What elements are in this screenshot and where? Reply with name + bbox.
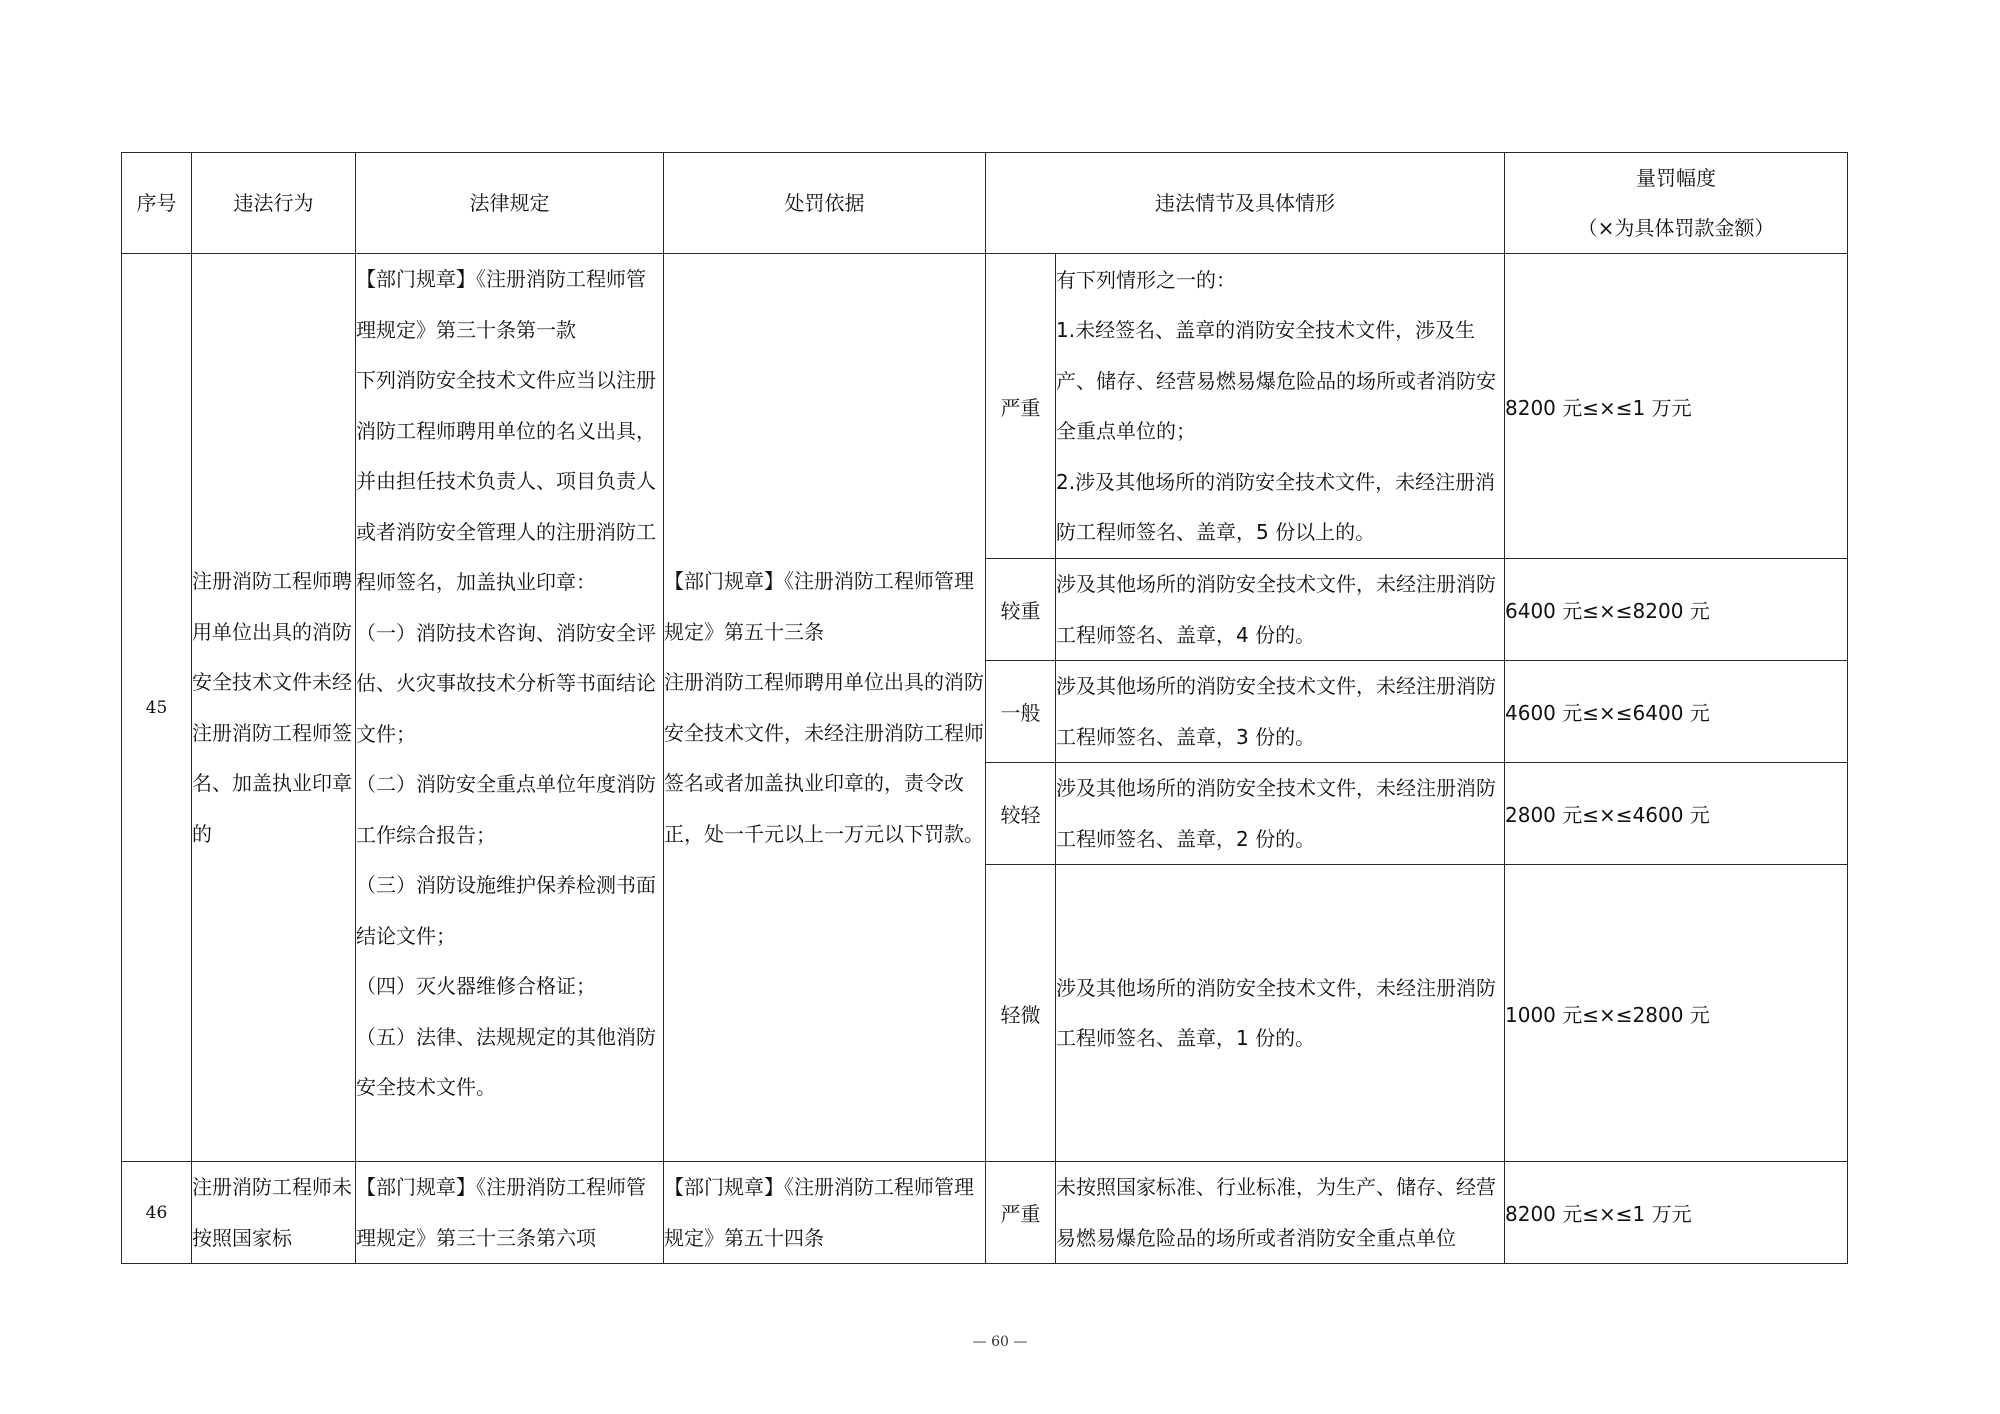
- seq-cell: 45: [122, 254, 192, 1162]
- basis-line: 注册消防工程师聘用单位出具的消防安全技术文件，未经注册消防工程师签名或者加盖执业印章的，责令改正，处一千元以上一万元以下罚款。: [664, 670, 984, 846]
- law-line: （一）消防技术咨询、消防安全评估、火灾事故技术分析等书面结论文件；: [356, 620, 656, 746]
- law-line: （二）消防安全重点单位年度消防工作综合报告；: [356, 772, 656, 847]
- legal-provision-cell: [356, 254, 664, 1162]
- header-legal-provision: 法律规定: [356, 153, 664, 254]
- level-cell: 严重: [986, 254, 1056, 559]
- seq-cell: 46: [122, 1162, 192, 1264]
- circumstance-cell: 涉及其他场所的消防安全技术文件，未经注册消防工程师签名、盖章，3 份的。: [1056, 661, 1505, 763]
- circumstance-cell: 涉及其他场所的消防安全技术文件，未经注册消防工程师签名、盖章，1 份的。: [1056, 865, 1505, 1162]
- circumstance-line: 2.涉及其他场所的消防安全技术文件，未经注册消防工程师签名、盖章，5 份以上的。: [1056, 469, 1496, 544]
- range-cell: 4600 元≤×≤6400 元: [1505, 661, 1848, 763]
- header-range-note: （×为具体罚款金额）: [1577, 216, 1775, 240]
- header-penalty-range: [1505, 153, 1848, 254]
- circumstance-cell: [1056, 254, 1505, 559]
- header-seq: 序号: [122, 153, 192, 254]
- law-line: 【部门规章】《注册消防工程师管理规定》第三十条第一款: [356, 267, 646, 342]
- violation-cell: 注册消防工程师聘用单位出具的消防安全技术文件未经注册消防工程师签名、加盖执业印章的: [192, 254, 356, 1162]
- legal-provision-cell: 【部门规章】《注册消防工程师管理规定》第三十三条第六项: [356, 1162, 664, 1264]
- level-cell: 一般: [986, 661, 1056, 763]
- circumstance-line: 1.未经签名、盖章的消防安全技术文件，涉及生产、储存、经营易燃易爆危险品的场所或者消防安全重点单位的；: [1056, 318, 1496, 443]
- header-penalty-basis: 处罚依据: [664, 153, 986, 254]
- penalty-table-sheet: [121, 152, 1847, 1264]
- range-cell: 8200 元≤×≤1 万元: [1505, 1162, 1848, 1264]
- range-cell: 6400 元≤×≤8200 元: [1505, 559, 1848, 661]
- circumstance-line: 有下列情形之一的：: [1056, 267, 1236, 292]
- range-cell: 8200 元≤×≤1 万元: [1505, 254, 1848, 559]
- law-line: 下列消防安全技术文件应当以注册消防工程师聘用单位的名义出具，并由担任技术负责人、项目负责人或者消防安全管理人的注册消防工程师签名，加盖执业印章：: [356, 368, 656, 594]
- page-number: — 60 —: [972, 1334, 1028, 1350]
- penalty-basis-cell: 【部门规章】《注册消防工程师管理规定》第五十四条: [664, 1162, 986, 1264]
- penalty-table: [121, 152, 1848, 1264]
- violation-cell: 注册消防工程师未按照国家标: [192, 1162, 356, 1264]
- level-cell: 较重: [986, 559, 1056, 661]
- level-cell: 严重: [986, 1162, 1056, 1264]
- law-line: （三）消防设施维护保养检测书面结论文件；: [356, 873, 656, 948]
- range-cell: 1000 元≤×≤2800 元: [1505, 865, 1848, 1162]
- header-violation: 违法行为: [192, 153, 356, 254]
- penalty-basis-cell: [664, 254, 986, 1162]
- header-range-title: 量罚幅度: [1636, 166, 1716, 190]
- table-row: [122, 1162, 1848, 1264]
- level-cell: 轻微: [986, 865, 1056, 1162]
- range-cell: 2800 元≤×≤4600 元: [1505, 763, 1848, 865]
- circumstance-cell: 涉及其他场所的消防安全技术文件，未经注册消防工程师签名、盖章，4 份的。: [1056, 559, 1505, 661]
- level-cell: 较轻: [986, 763, 1056, 865]
- circumstance-cell: 涉及其他场所的消防安全技术文件，未经注册消防工程师签名、盖章，2 份的。: [1056, 763, 1505, 865]
- table-row: [122, 254, 1848, 559]
- basis-line: 【部门规章】《注册消防工程师管理规定》第五十三条: [664, 569, 974, 644]
- header-circumstances: 违法情节及具体情形: [986, 153, 1505, 254]
- header-row: [122, 153, 1848, 254]
- circumstance-cell: 未按照国家标准、行业标准，为生产、储存、经营易燃易爆危险品的场所或者消防安全重点单位: [1056, 1162, 1505, 1264]
- law-line: （五）法律、法规规定的其他消防安全技术文件。: [356, 1024, 656, 1099]
- law-line: （四）灭火器维修合格证；: [356, 974, 596, 998]
